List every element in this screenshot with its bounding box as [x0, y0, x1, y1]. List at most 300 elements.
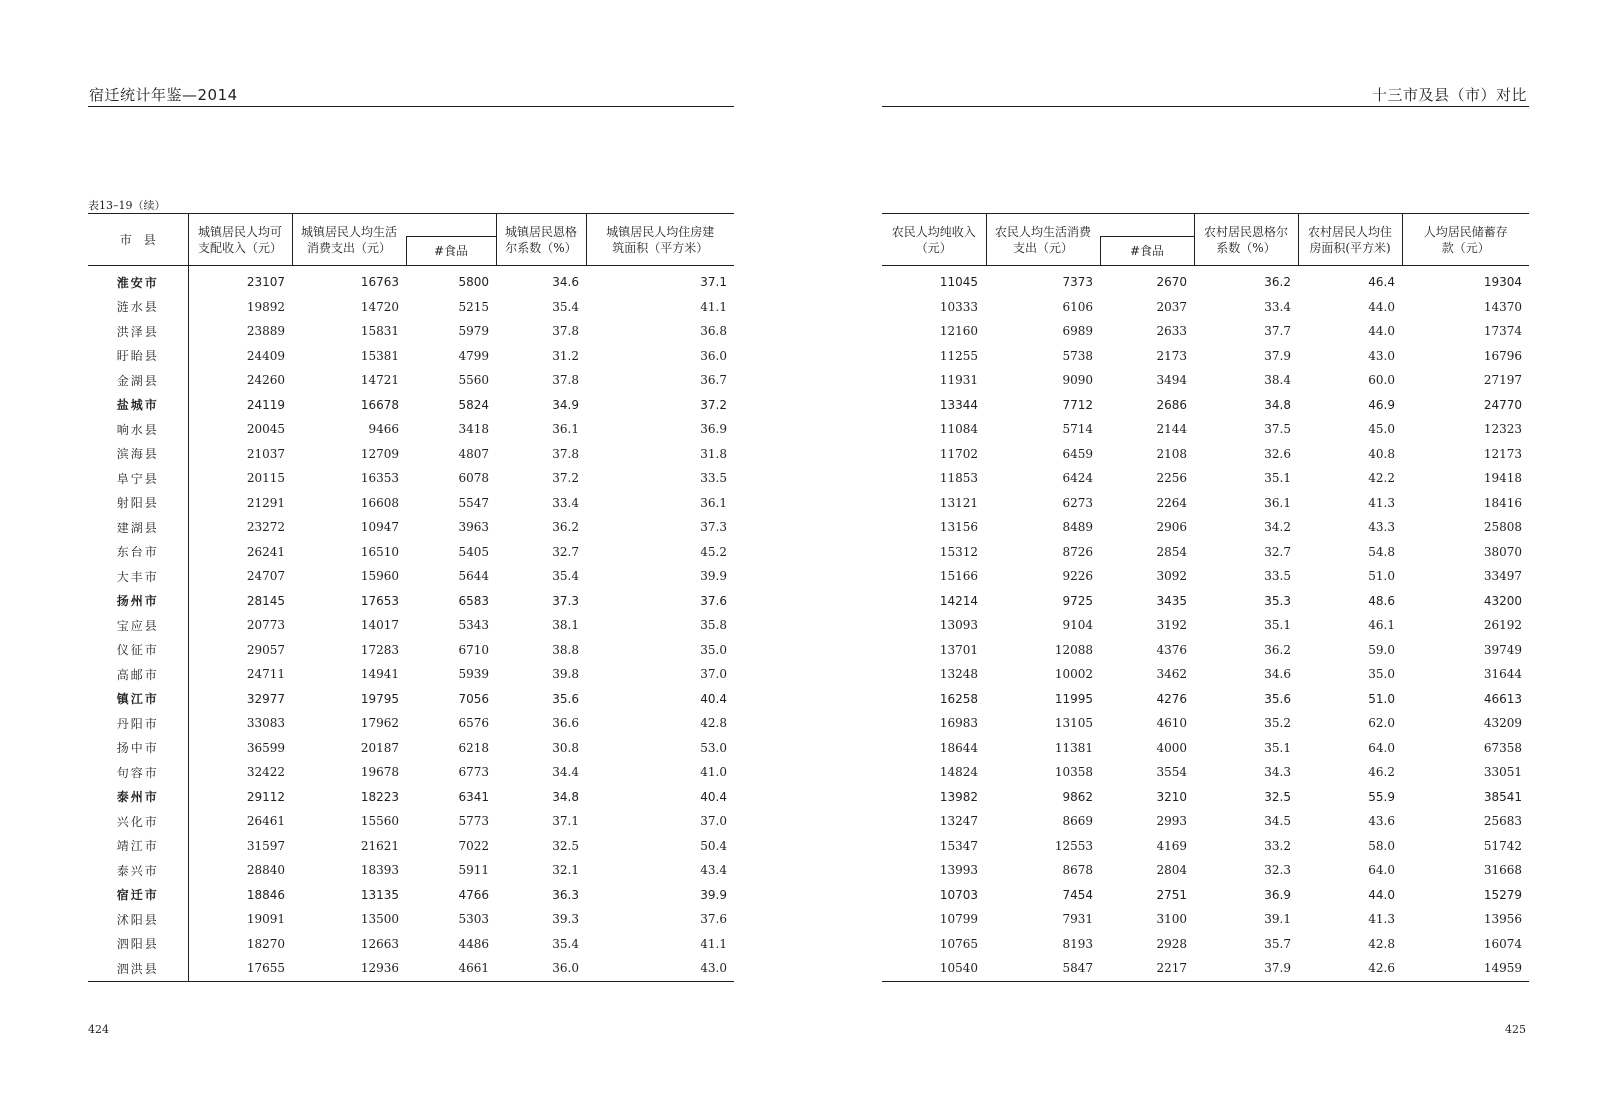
table-cell: 9226 — [1062, 569, 1093, 584]
table-cell: 9862 — [1062, 789, 1093, 804]
table-cell: 12173 — [1483, 446, 1522, 461]
table-cell: 2686 — [1156, 397, 1187, 412]
table-row — [882, 540, 1529, 565]
county-name: 淮安市 — [88, 266, 188, 295]
table-cell: 20115 — [246, 471, 285, 486]
table-row — [882, 883, 1529, 908]
table-cell: 35.4 — [552, 569, 579, 584]
table-cell: 13956 — [1483, 912, 1522, 927]
table-cell: 36.6 — [552, 716, 579, 731]
table-row — [88, 956, 734, 981]
table-row — [88, 736, 734, 761]
county-name: 涟水县 — [88, 295, 188, 320]
table-cell: 5911 — [458, 863, 489, 878]
county-name: 仪征市 — [88, 638, 188, 663]
table-cell: 35.3 — [1264, 593, 1291, 608]
table-cell: 12936 — [360, 961, 399, 976]
table-cell: 32.7 — [552, 544, 579, 559]
table-cell: 43.0 — [700, 961, 727, 976]
table-row — [882, 858, 1529, 883]
table-cell: 5303 — [458, 912, 489, 927]
header-rural-housing: 农村居民人均住 房面积(平方米) — [1298, 214, 1402, 266]
table-cell: 18270 — [246, 936, 285, 951]
running-head-left: 宿迁统计年鉴—2014 — [89, 86, 238, 104]
table-cell: 33.4 — [552, 495, 579, 510]
table-cell: 32.6 — [1264, 446, 1291, 461]
table-cell: 23272 — [246, 520, 285, 535]
table-cell: 7712 — [1062, 397, 1093, 412]
table-cell: 31.2 — [552, 348, 579, 363]
table-row — [882, 956, 1529, 981]
header-county: 市 县 — [88, 214, 188, 266]
table-cell: 32.1 — [552, 863, 579, 878]
table-cell: 7056 — [458, 691, 489, 706]
table-cell: 24119 — [246, 397, 285, 412]
table-cell: 14941 — [360, 667, 399, 682]
table-cell: 51.0 — [1368, 569, 1395, 584]
table-cell: 36.3 — [552, 887, 579, 902]
county-name: 靖江市 — [88, 834, 188, 859]
table-cell: 16678 — [360, 397, 399, 412]
table-cell: 35.7 — [1264, 936, 1291, 951]
county-name: 金湖县 — [88, 368, 188, 393]
county-name: 泗洪县 — [88, 956, 188, 981]
table-cell: 12323 — [1483, 422, 1522, 437]
table-cell: 5405 — [458, 544, 489, 559]
table-cell: 16763 — [360, 275, 399, 290]
table-cell: 7931 — [1062, 912, 1093, 927]
table-cell: 11853 — [939, 471, 978, 486]
table-row — [88, 515, 734, 540]
table-cell: 25683 — [1483, 814, 1522, 829]
table-cell: 15347 — [939, 838, 978, 853]
table-cell: 2256 — [1156, 471, 1187, 486]
table-cell: 20187 — [360, 740, 399, 755]
table-cell: 10765 — [939, 936, 978, 951]
table-cell: 46.9 — [1368, 397, 1395, 412]
table-cell: 19892 — [246, 299, 285, 314]
table-row — [88, 344, 734, 369]
table-cell: 5939 — [458, 667, 489, 682]
table-cell: 29057 — [246, 642, 285, 657]
header-urban-engel: 城镇居民恩格 尔系数（%） — [496, 214, 586, 266]
table-cell: 35.2 — [1264, 716, 1291, 731]
table-cell: 2804 — [1156, 863, 1187, 878]
table-cell: 10002 — [1054, 667, 1093, 682]
table-cell: 4276 — [1156, 691, 1187, 706]
table-cell: 41.1 — [700, 299, 727, 314]
table-cell: 39.8 — [552, 667, 579, 682]
table-cell: 2854 — [1156, 544, 1187, 559]
table-cell: 40.8 — [1368, 446, 1395, 461]
table-row — [88, 295, 734, 320]
table-row — [882, 687, 1529, 712]
table-cell: 41.0 — [700, 765, 727, 780]
table-row — [882, 393, 1529, 418]
table-cell: 36.1 — [552, 422, 579, 437]
table-cell: 4486 — [458, 936, 489, 951]
table-cell: 53.0 — [700, 740, 727, 755]
table-cell: 44.0 — [1368, 324, 1395, 339]
table-cell: 33.5 — [1264, 569, 1291, 584]
table-cell: 21037 — [246, 446, 285, 461]
table-cell: 9466 — [368, 422, 399, 437]
table-cell: 10703 — [939, 887, 978, 902]
table-cell: 42.6 — [1368, 961, 1395, 976]
table-row — [88, 932, 734, 957]
table-cell: 31644 — [1483, 667, 1522, 682]
table-row — [88, 613, 734, 638]
table-cell: 23889 — [246, 324, 285, 339]
county-name: 高邮市 — [88, 662, 188, 687]
table-cell: 10333 — [939, 299, 978, 314]
table-row — [882, 466, 1529, 491]
table-cell: 41.1 — [700, 936, 727, 951]
table-cell: 3963 — [458, 520, 489, 535]
county-name: 宿迁市 — [88, 883, 188, 908]
county-name: 扬中市 — [88, 736, 188, 761]
table-cell: 35.4 — [552, 299, 579, 314]
table-row — [882, 515, 1529, 540]
table-cell: 5738 — [1062, 348, 1093, 363]
table-cell: 6989 — [1062, 324, 1093, 339]
table-cell: 34.2 — [1264, 520, 1291, 535]
table-cell: 32.5 — [1264, 789, 1291, 804]
table-cell: 37.6 — [700, 912, 727, 927]
table-cell: 24770 — [1483, 397, 1522, 412]
table-cell: 7454 — [1062, 887, 1093, 902]
county-name: 宝应县 — [88, 613, 188, 638]
table-cell: 14017 — [360, 618, 399, 633]
table-row — [88, 266, 734, 295]
table-cell: 19795 — [360, 691, 399, 706]
table-row — [88, 638, 734, 663]
table-cell: 14214 — [939, 593, 978, 608]
table-cell: 15960 — [360, 569, 399, 584]
table-cell: 37.0 — [700, 814, 727, 829]
table-row — [882, 368, 1529, 393]
table-cell: 44.0 — [1368, 887, 1395, 902]
table-cell: 24260 — [246, 373, 285, 388]
table-row — [88, 491, 734, 516]
table-cell: 6710 — [458, 642, 489, 657]
county-name: 东台市 — [88, 540, 188, 565]
table-cell: 23107 — [246, 275, 285, 290]
table-cell: 14959 — [1483, 961, 1522, 976]
table-row — [882, 785, 1529, 810]
table-cell: 36.1 — [1264, 495, 1291, 510]
table-cell: 37.7 — [1264, 324, 1291, 339]
table-cell: 10540 — [939, 961, 978, 976]
table-cell: 42.2 — [1368, 471, 1395, 486]
table-cell: 27197 — [1483, 373, 1522, 388]
table-cell: 13500 — [360, 912, 399, 927]
table-cell: 34.8 — [1264, 397, 1291, 412]
table-cell: 51742 — [1483, 838, 1522, 853]
table-cell: 6576 — [458, 716, 489, 731]
table-cell: 30.8 — [552, 740, 579, 755]
table-cell: 43.0 — [1368, 348, 1395, 363]
table-cell: 9725 — [1062, 593, 1093, 608]
table-cell: 36.7 — [700, 373, 727, 388]
table-row — [88, 809, 734, 834]
county-name: 盐城市 — [88, 393, 188, 418]
table-cell: 7373 — [1062, 275, 1093, 290]
table-cell: 40.4 — [700, 691, 727, 706]
table-cell: 35.1 — [1264, 471, 1291, 486]
table-cell: 9090 — [1062, 373, 1093, 388]
table-cell: 6773 — [458, 765, 489, 780]
table-cell: 41.3 — [1368, 495, 1395, 510]
table-row — [88, 564, 734, 589]
table-cell: 28840 — [246, 863, 285, 878]
table-row — [88, 711, 734, 736]
table-cell: 24409 — [246, 348, 285, 363]
table-cell: 8193 — [1062, 936, 1093, 951]
table-cell: 2633 — [1156, 324, 1187, 339]
table-row — [882, 736, 1529, 761]
table-cell: 43209 — [1483, 716, 1522, 731]
county-name: 建湖县 — [88, 515, 188, 540]
header-food: #食品 — [406, 237, 496, 266]
county-name: 盱眙县 — [88, 344, 188, 369]
table-cell: 45.2 — [700, 544, 727, 559]
table-cell: 32977 — [246, 691, 285, 706]
header-urban-income: 城镇居民人均可 支配收入（元） — [188, 214, 292, 266]
table-cell: 24711 — [246, 667, 285, 682]
table-row — [88, 785, 734, 810]
table-row — [882, 491, 1529, 516]
table-cell: 37.8 — [552, 373, 579, 388]
table-row — [882, 760, 1529, 785]
table-cell: 34.6 — [552, 275, 579, 290]
table-cell: 32.5 — [552, 838, 579, 853]
county-name: 泰州市 — [88, 785, 188, 810]
table-cell: 13121 — [939, 495, 978, 510]
table-cell: 39.3 — [552, 912, 579, 927]
table-cell: 17962 — [360, 716, 399, 731]
table-cell: 16796 — [1483, 348, 1522, 363]
table-row — [88, 540, 734, 565]
table-cell: 41.3 — [1368, 912, 1395, 927]
header-rural-engel: 农村居民恩格尔 系数（%） — [1194, 214, 1298, 266]
county-name: 阜宁县 — [88, 466, 188, 491]
table-cell: 3554 — [1156, 765, 1187, 780]
table-cell: 18644 — [939, 740, 978, 755]
table-cell: 58.0 — [1368, 838, 1395, 853]
table-cell: 55.9 — [1368, 789, 1395, 804]
table-cell: 38070 — [1483, 544, 1522, 559]
table-cell: 64.0 — [1368, 740, 1395, 755]
table-cell: 20045 — [246, 422, 285, 437]
table-cell: 4766 — [458, 887, 489, 902]
table-cell: 35.1 — [1264, 618, 1291, 633]
table-cell: 29112 — [246, 789, 285, 804]
table-row — [882, 638, 1529, 663]
table-cell: 33.4 — [1264, 299, 1291, 314]
table-cell: 36.9 — [1264, 887, 1291, 902]
table-cell: 2928 — [1156, 936, 1187, 951]
table-cell: 36.2 — [1264, 642, 1291, 657]
table-row — [882, 344, 1529, 369]
table-row — [882, 932, 1529, 957]
table-cell: 54.8 — [1368, 544, 1395, 559]
table-cell: 34.9 — [552, 397, 579, 412]
table-cell: 6218 — [458, 740, 489, 755]
table-cell: 37.1 — [700, 275, 727, 290]
table-cell: 67358 — [1483, 740, 1522, 755]
table-cell: 34.3 — [1264, 765, 1291, 780]
table-row — [88, 368, 734, 393]
table-cell: 17655 — [246, 961, 285, 976]
table-cell: 39749 — [1483, 642, 1522, 657]
table-cell: 11995 — [1054, 691, 1093, 706]
table-row — [882, 564, 1529, 589]
table-row — [882, 442, 1529, 467]
table-cell: 14370 — [1483, 299, 1522, 314]
table-cell: 4799 — [458, 348, 489, 363]
table-cell: 4661 — [458, 961, 489, 976]
table-cell: 11931 — [939, 373, 978, 388]
table-cell: 15831 — [360, 324, 399, 339]
table-cell: 13247 — [939, 814, 978, 829]
table-row — [882, 319, 1529, 344]
table-cell: 43.3 — [1368, 520, 1395, 535]
header-rural-income: 农民人均纯收入 （元） — [882, 214, 986, 266]
table-cell: 33.5 — [700, 471, 727, 486]
table-cell: 12663 — [360, 936, 399, 951]
table-row — [88, 662, 734, 687]
table-cell: 9104 — [1062, 618, 1093, 633]
table-cell: 38.4 — [1264, 373, 1291, 388]
table-cell: 6106 — [1062, 299, 1093, 314]
table-cell: 16983 — [939, 716, 978, 731]
table-cell: 36.9 — [700, 422, 727, 437]
table-cell: 5714 — [1062, 422, 1093, 437]
table-cell: 13344 — [939, 397, 978, 412]
table-cell: 36.0 — [552, 961, 579, 976]
right-page — [804, 0, 1609, 1099]
table-cell: 51.0 — [1368, 691, 1395, 706]
table-cell: 33051 — [1483, 765, 1522, 780]
header-urban-consumption: 城镇居民人均生活 消费支出（元） — [292, 214, 406, 266]
table-cell: 24707 — [246, 569, 285, 584]
table-cell: 33497 — [1483, 569, 1522, 584]
county-name: 泗阳县 — [88, 932, 188, 957]
table-row — [88, 907, 734, 932]
table-cell: 4169 — [1156, 838, 1187, 853]
table-cell: 16353 — [360, 471, 399, 486]
table-row — [88, 466, 734, 491]
table-cell: 16510 — [360, 544, 399, 559]
table-cell: 45.0 — [1368, 422, 1395, 437]
table-cell: 32.7 — [1264, 544, 1291, 559]
table-cell: 35.6 — [552, 691, 579, 706]
table-cell: 14824 — [939, 765, 978, 780]
table-cell: 37.9 — [1264, 348, 1291, 363]
table-cell: 37.6 — [700, 593, 727, 608]
table-cell: 31668 — [1483, 863, 1522, 878]
county-name: 扬州市 — [88, 589, 188, 614]
table-cell: 38541 — [1483, 789, 1522, 804]
table-cell: 36.8 — [700, 324, 727, 339]
table-cell: 6273 — [1062, 495, 1093, 510]
table-cell: 8726 — [1062, 544, 1093, 559]
table-cell: 3418 — [458, 422, 489, 437]
table-cell: 60.0 — [1368, 373, 1395, 388]
page-number-right: 425 — [1505, 1023, 1526, 1036]
table-cell: 6341 — [458, 789, 489, 804]
table-cell: 37.9 — [1264, 961, 1291, 976]
table-cell: 13982 — [939, 789, 978, 804]
table-cell: 4376 — [1156, 642, 1187, 657]
table-cell: 42.8 — [700, 716, 727, 731]
county-name: 泰兴市 — [88, 858, 188, 883]
left-page — [0, 0, 804, 1099]
table-cell: 4807 — [458, 446, 489, 461]
table-cell: 3494 — [1156, 373, 1187, 388]
table-cell: 2173 — [1156, 348, 1187, 363]
table-cell: 19418 — [1483, 471, 1522, 486]
table-cell: 18846 — [246, 887, 285, 902]
table-cell: 8678 — [1062, 863, 1093, 878]
running-head-right: 十三市及县（市）对比 — [1371, 86, 1527, 104]
table-row — [88, 442, 734, 467]
table-cell: 5979 — [458, 324, 489, 339]
table-cell: 7022 — [458, 838, 489, 853]
table-cell: 33.2 — [1264, 838, 1291, 853]
table-cell: 16074 — [1483, 936, 1522, 951]
table-cell: 11255 — [939, 348, 978, 363]
table-cell: 31.8 — [700, 446, 727, 461]
table-row — [88, 834, 734, 859]
table-cell: 26241 — [246, 544, 285, 559]
table-cell: 18223 — [360, 789, 399, 804]
table-cell: 4000 — [1156, 740, 1187, 755]
table-cell: 35.0 — [700, 642, 727, 657]
table-cell: 35.6 — [1264, 691, 1291, 706]
county-name: 滨海县 — [88, 442, 188, 467]
table-cell: 35.4 — [552, 936, 579, 951]
table-cell: 5847 — [1062, 961, 1093, 976]
table-cell: 5773 — [458, 814, 489, 829]
table-cell: 62.0 — [1368, 716, 1395, 731]
table-cell: 34.5 — [1264, 814, 1291, 829]
table-cell: 17653 — [360, 593, 399, 608]
table-cell: 37.8 — [552, 446, 579, 461]
table-cell: 15312 — [939, 544, 978, 559]
table-cell: 13093 — [939, 618, 978, 633]
table-row — [88, 393, 734, 418]
table-cell: 34.4 — [552, 765, 579, 780]
table-cell: 12088 — [1054, 642, 1093, 657]
header-rule-right — [882, 106, 1529, 107]
table-row — [88, 319, 734, 344]
table-cell: 3210 — [1156, 789, 1187, 804]
table-cell: 39.9 — [700, 887, 727, 902]
table-cell: 44.0 — [1368, 299, 1395, 314]
table-cell: 13248 — [939, 667, 978, 682]
header-food-right: #食品 — [1100, 237, 1194, 266]
table-cell: 8669 — [1062, 814, 1093, 829]
table-cell: 35.0 — [1368, 667, 1395, 682]
table-cell: 5800 — [458, 275, 489, 290]
table-cell: 18393 — [360, 863, 399, 878]
header-blank-right — [1100, 214, 1194, 237]
table-cell: 34.6 — [1264, 667, 1291, 682]
table-cell: 2670 — [1156, 275, 1187, 290]
table-cell: 46.2 — [1368, 765, 1395, 780]
